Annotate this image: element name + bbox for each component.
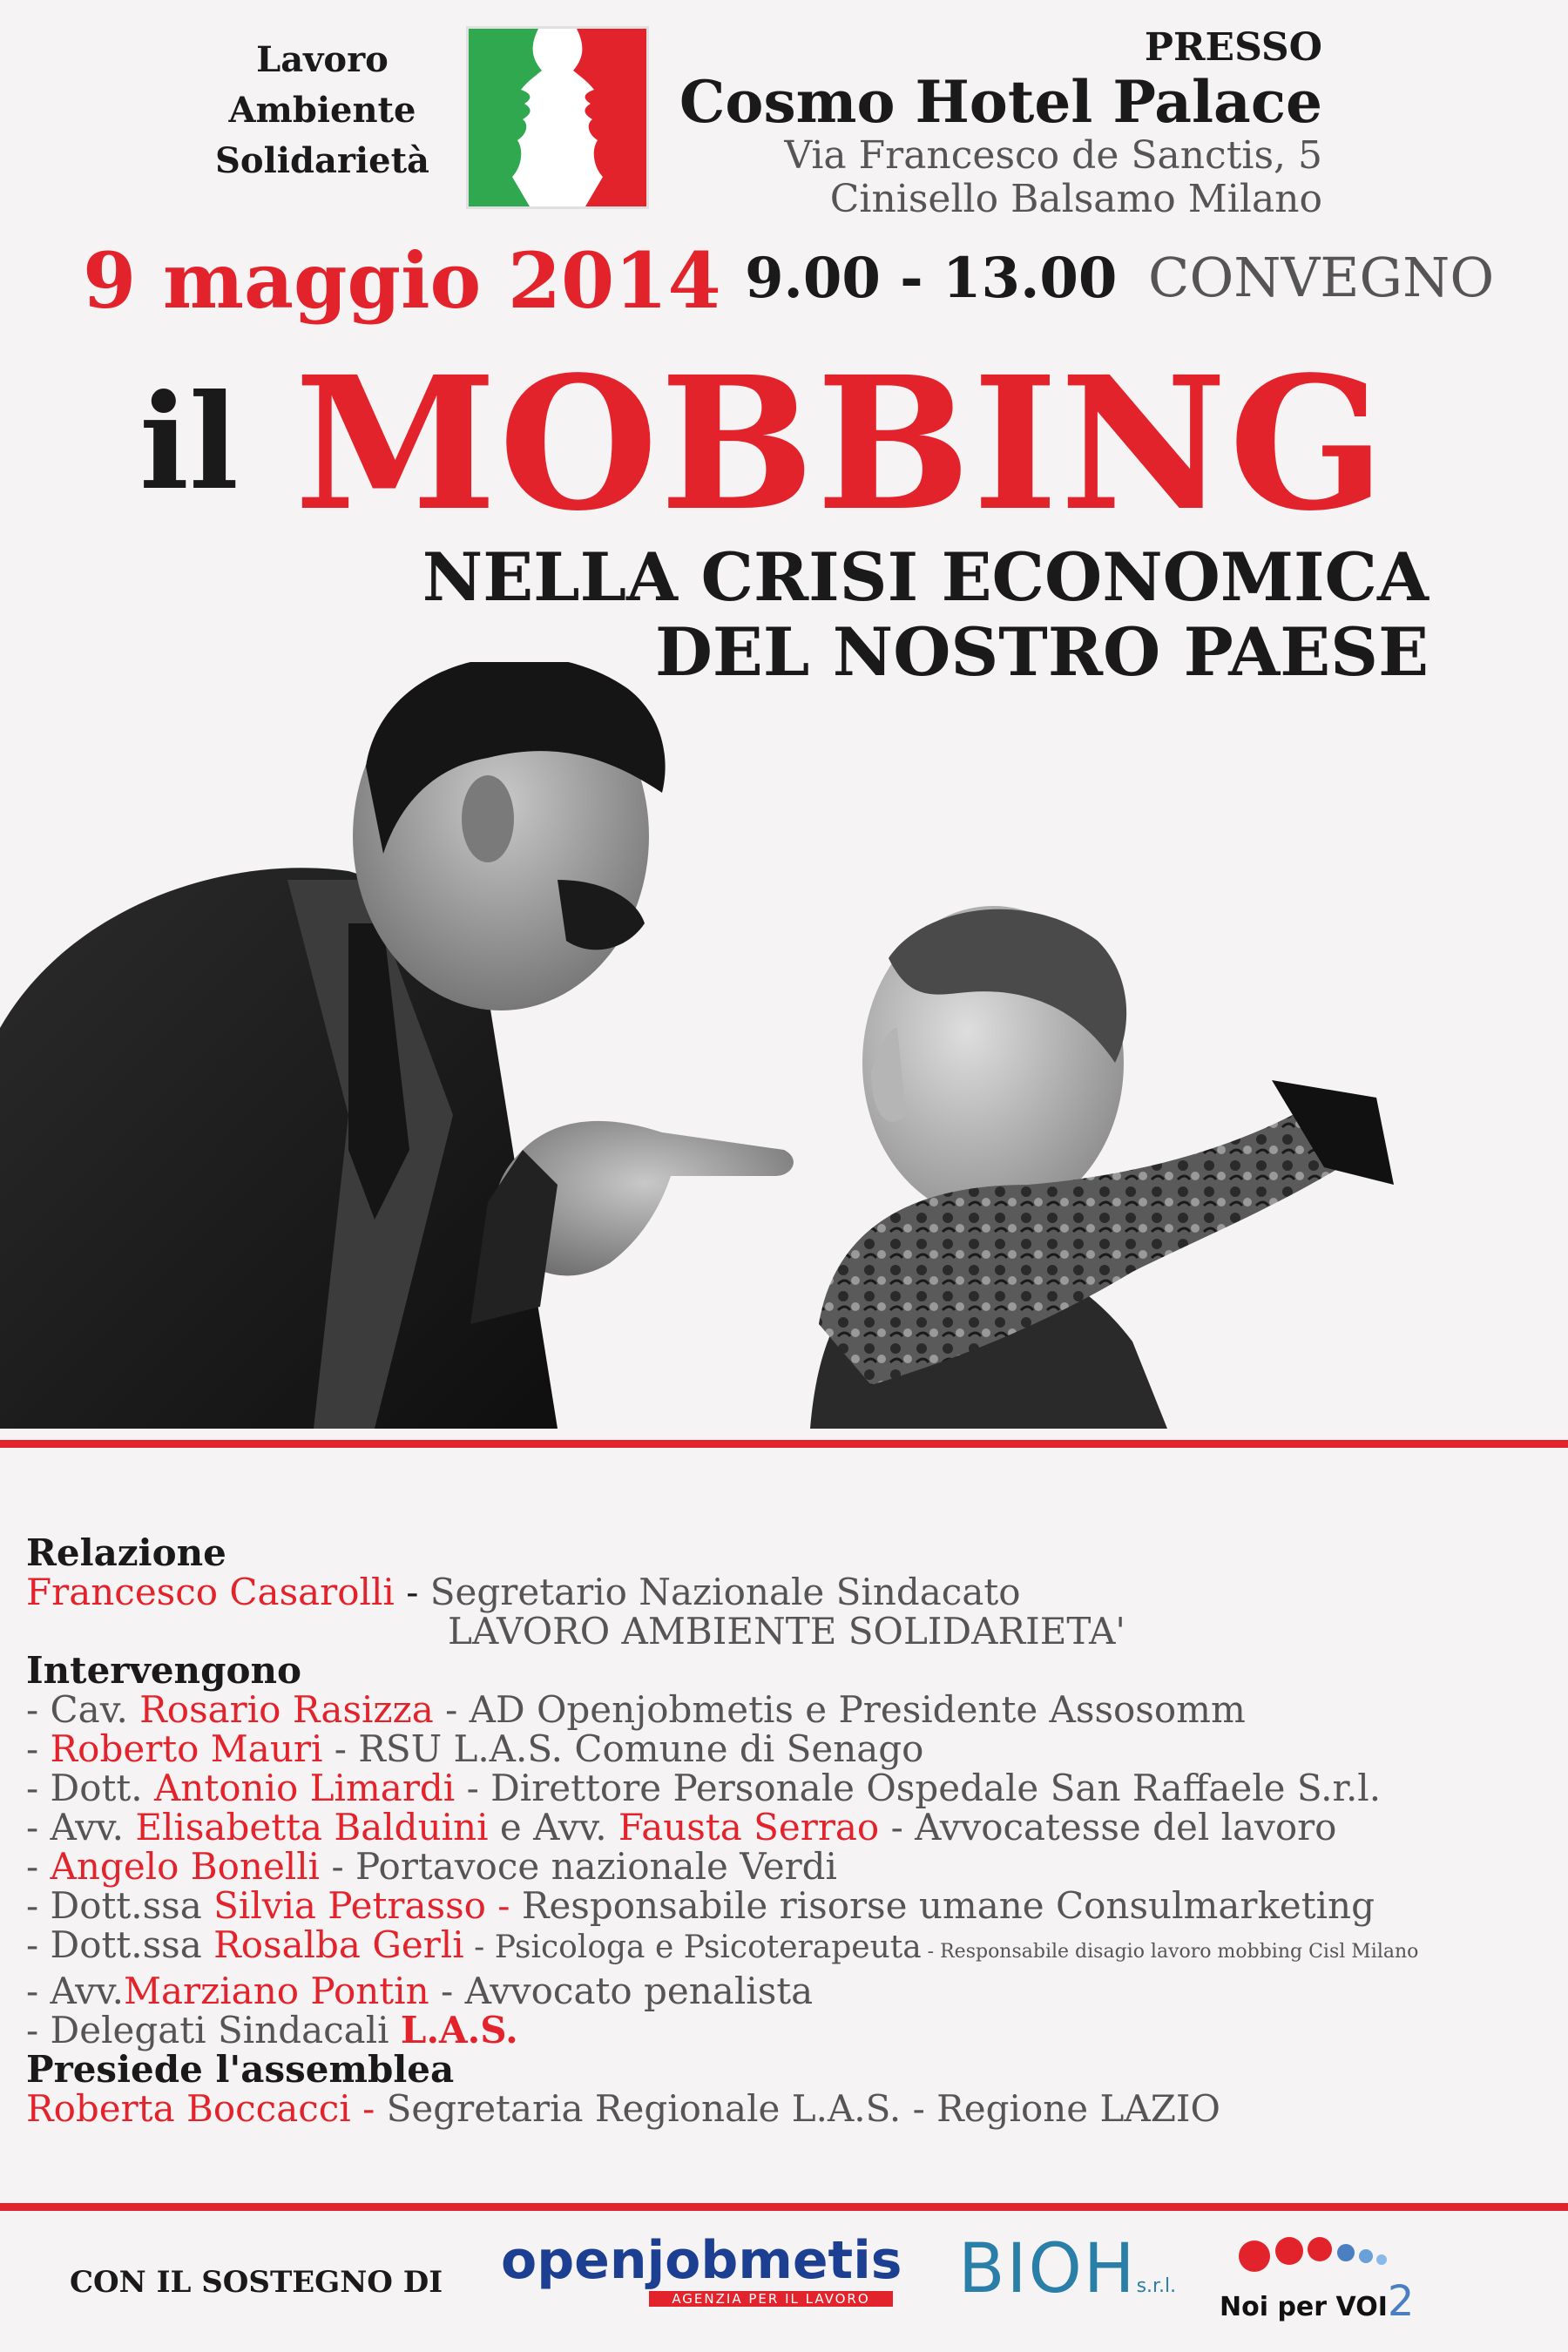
- openjobmetis-tagline: AGENZIA PER IL LAVORO: [649, 2291, 893, 2307]
- bubbles-icon: [1220, 2230, 1429, 2274]
- presiede-heading: Presiede l'assemblea: [26, 2048, 455, 2091]
- bioh-logo: BIOH: [958, 2230, 1137, 2308]
- event-title: MOBBING: [294, 336, 1387, 551]
- sponsor-openjobmetis: [501, 2230, 919, 2326]
- sponsor-noi-per-voi: [1220, 2230, 1429, 2326]
- speaker-line: - Dott.ssa Silvia Petrasso - Responsabile risorse umane Consulmarketing: [26, 1884, 1375, 1927]
- subtitle-line-1: NELLA CRISI ECONOMICA: [422, 538, 1429, 616]
- two-men-mobbing-photo: [0, 662, 1568, 1429]
- event-type: CONVEGNO: [1148, 246, 1495, 309]
- relatore-line: [26, 1572, 1559, 1612]
- address-line-1: Via Francesco de Sanctis, 5: [784, 133, 1322, 178]
- title-prefix: il: [139, 366, 239, 519]
- speaker-name: Marziano Pontin: [124, 1970, 429, 2012]
- org-line: Ambiente: [228, 90, 416, 131]
- program: [26, 1533, 1559, 2128]
- address-line-2: Cinisello Balsamo Milano: [829, 177, 1322, 221]
- speaker-line: - Cav. Rosario Rasizza - AD Openjobmetis e Presidente Assosomm: [26, 1688, 1246, 1731]
- noi-per-voi-number: 2: [1387, 2277, 1415, 2326]
- relatore-role-2: LAVORO AMBIENTE SOLIDARIETA': [448, 1610, 1125, 1652]
- las-logo: [466, 26, 649, 209]
- speaker-line: - Delegati Sindacali L.A.S.: [26, 2009, 518, 2051]
- openjobmetis-logo: openjobmetis: [501, 2230, 902, 2291]
- speaker-line: - Roberto Mauri - RSU L.A.S. Comune di Senago: [26, 1727, 924, 1770]
- speaker-name: Silvia Petrasso: [213, 1884, 486, 1927]
- organization-name: [183, 35, 462, 186]
- speaker-name: Elisabetta Balduini: [135, 1806, 489, 1848]
- speaker-name: L.A.S.: [400, 2009, 518, 2051]
- speaker-name: Angelo Bonelli: [50, 1845, 321, 1888]
- speaker-name: Rosalba Gerli: [213, 1923, 464, 1966]
- sponsors-label: CON IL SOSTEGNO DI: [70, 2265, 443, 2300]
- speaker-name: Francesco Casarolli: [26, 1571, 395, 1613]
- divider-bottom: [0, 2203, 1568, 2211]
- speaker-line: - Avv. Elisabetta Balduini e Avv. Fausta Serrao - Avvocatesse del lavoro: [26, 1806, 1337, 1848]
- speaker-role: Segretaria Regionale L.A.S. - Regione LAZIO: [386, 2087, 1220, 2130]
- separator: -: [394, 1571, 430, 1613]
- noi-per-voi-logo: Noi per VOI: [1220, 2292, 1388, 2322]
- speaker-line: - Dott.ssa Rosalba Gerli - Psicologa e Psicoterapeuta - Responsabile disagio lavoro mobbing Cisl Milano: [26, 1923, 1419, 1966]
- speaker-name: Fausta Serrao: [618, 1806, 880, 1848]
- relazione-heading: Relazione: [26, 1531, 226, 1574]
- org-line: Solidarietà: [215, 140, 429, 181]
- hotel-name: Cosmo Hotel Palace: [679, 68, 1322, 136]
- bioh-suffix: s.r.l.: [1136, 2275, 1177, 2297]
- speaker-name: Antonio Limardi: [153, 1767, 456, 1809]
- speaker-line: - Dott. Antonio Limardi - Direttore Personale Ospedale San Raffaele S.r.l.: [26, 1767, 1382, 1809]
- presso-label: PRESSO: [1144, 25, 1322, 70]
- intervengono-heading: Intervengono: [26, 1649, 302, 1692]
- divider-top: [0, 1440, 1568, 1448]
- subtitle-line-2: DEL NOSTRO PAESE: [655, 613, 1429, 691]
- speaker-name: Roberto Mauri: [50, 1727, 323, 1770]
- speaker-line: - Avv.Marziano Pontin - Avvocato penalista: [26, 1970, 814, 2012]
- event-date: 9 maggio 2014: [83, 235, 721, 326]
- venue: [679, 26, 1322, 221]
- org-line: Lavoro: [256, 39, 389, 80]
- speaker-line: - Angelo Bonelli - Portavoce nazionale Verdi: [26, 1845, 837, 1888]
- speaker-name: Roberta Boccacci: [26, 2087, 351, 2130]
- presidente-line: Roberta Boccacci - Segretaria Regionale L.A.S. - Regione LAZIO: [26, 2087, 1220, 2130]
- speaker-name: Rosario Rasizza: [139, 1688, 434, 1731]
- event-time: 9.00 - 13.00: [745, 246, 1118, 311]
- speaker-role: Segretario Nazionale Sindacato: [429, 1571, 1021, 1613]
- faces-logo-icon: [469, 29, 646, 206]
- sponsor-bioh: [958, 2230, 1185, 2326]
